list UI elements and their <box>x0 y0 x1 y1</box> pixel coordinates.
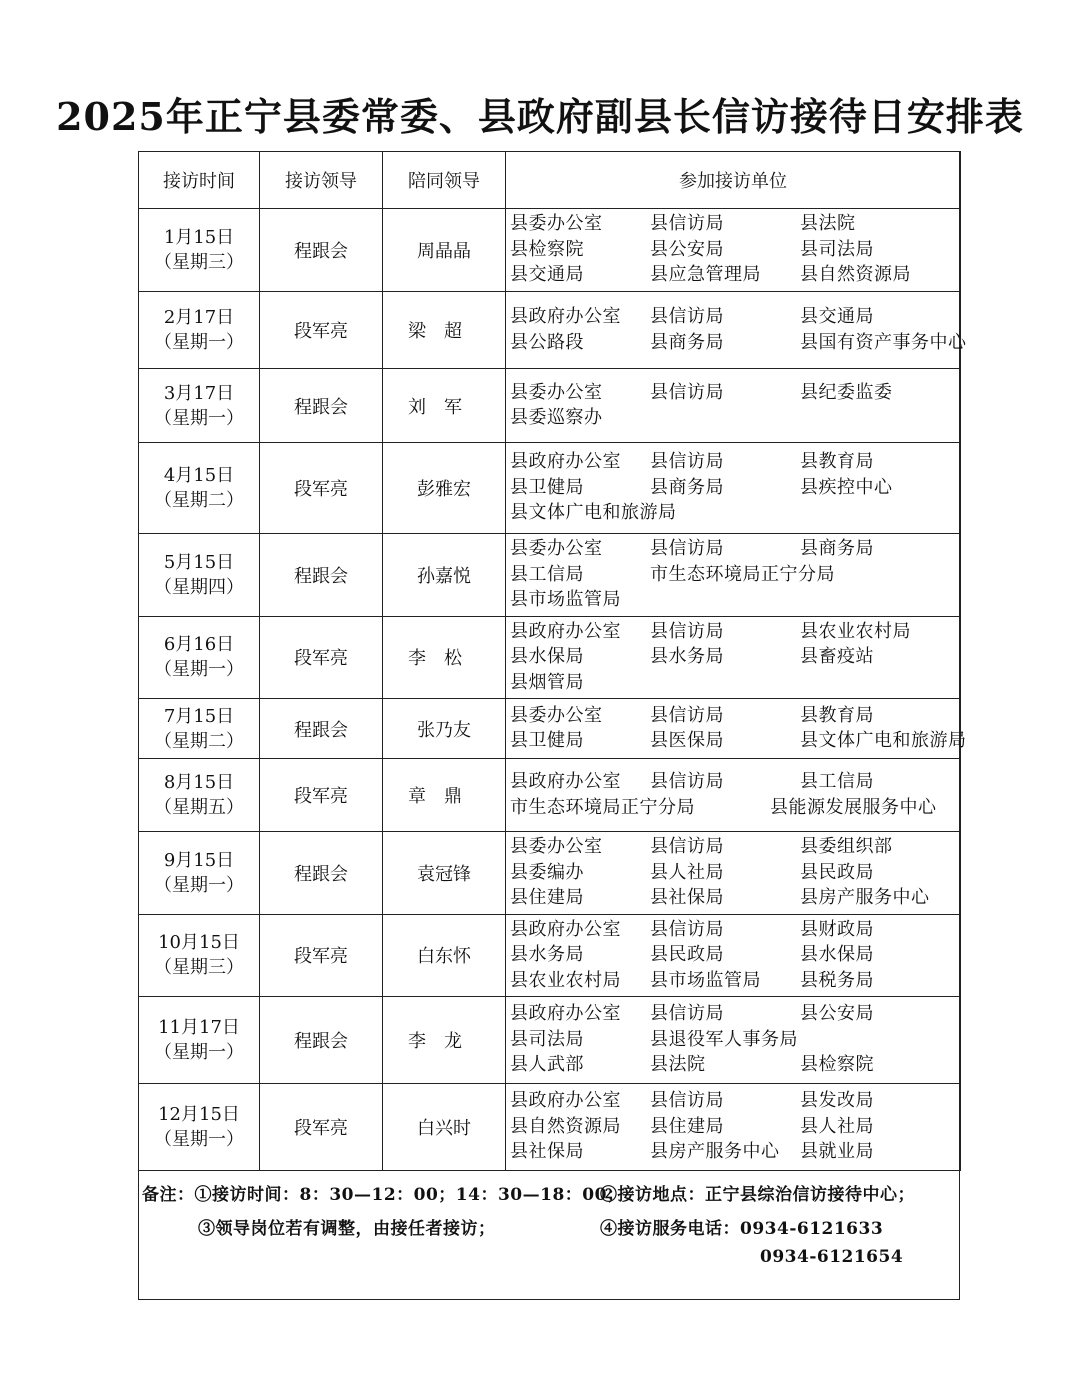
unit-name: 县政府办公室 <box>510 771 621 792</box>
date-text: 12月15日 <box>158 1104 240 1125</box>
unit-name: 县信访局 <box>650 918 724 940</box>
unit-name: 县畜疫站 <box>800 646 874 667</box>
unit-name: 县交通局 <box>510 264 584 286</box>
unit-name: 县农业农村局 <box>800 620 911 642</box>
unit-name: 县法院 <box>800 213 856 235</box>
header-units: 参加接访单位 <box>506 152 961 209</box>
unit-name: 县纪委监委 <box>800 381 893 403</box>
unit-line <box>510 475 960 501</box>
cell-units <box>506 759 961 832</box>
unit-line <box>510 860 960 886</box>
unit-line <box>510 1088 960 1114</box>
unit-line <box>510 968 960 994</box>
unit-name: 县委组织部 <box>800 836 893 857</box>
table-row <box>139 1084 961 1171</box>
unit-name: 县委办公室 <box>510 704 603 726</box>
cell-accompany: 章鼎 <box>383 759 506 832</box>
unit-name: 县商务局 <box>650 331 724 353</box>
cell-units <box>506 209 961 292</box>
unit-name: 县政府办公室 <box>510 1090 621 1112</box>
unit-name: 县政府办公室 <box>510 451 621 473</box>
cell-units <box>506 616 961 699</box>
unit-name: 县卫健局 <box>510 476 584 498</box>
unit-line <box>510 1027 960 1053</box>
unit-name: 县信访局 <box>650 213 724 235</box>
unit-name: 县教育局 <box>800 704 874 726</box>
unit-line <box>510 1001 960 1027</box>
table-header-row <box>139 152 961 209</box>
unit-line <box>510 942 960 968</box>
cell-leader: 程跟会 <box>260 832 383 915</box>
unit-line <box>510 1139 960 1165</box>
unit-name: 县自然资源局 <box>510 1115 621 1137</box>
unit-line <box>510 619 960 645</box>
unit-line <box>510 536 960 562</box>
cell-accompany: 周晶晶 <box>383 209 506 292</box>
unit-name: 县信访局 <box>650 306 724 327</box>
table-row <box>139 369 961 443</box>
unit-line <box>510 562 960 588</box>
date-text: 1月15日 <box>163 227 235 248</box>
unit-name: 县公安局 <box>800 1003 874 1025</box>
weekday-text: （星期一） <box>154 1129 244 1150</box>
unit-name: 县教育局 <box>800 451 874 473</box>
header-accompany: 陪同领导 <box>383 152 506 209</box>
date-text: 3月17日 <box>163 382 235 404</box>
cell-accompany: 刘军 <box>383 369 506 443</box>
cell-accompany: 梁超 <box>383 292 506 369</box>
unit-line <box>510 237 960 263</box>
unit-name: 县财政局 <box>800 918 874 940</box>
table-row <box>139 209 961 292</box>
unit-name: 县信访局 <box>650 836 724 857</box>
cell-leader: 段军亮 <box>260 443 383 534</box>
unit-name: 县文体广电和旅游局 <box>510 502 677 524</box>
unit-name: 县工信局 <box>510 563 584 585</box>
weekday-text: （星期一） <box>154 874 244 896</box>
weekday-text: （星期三） <box>154 957 244 979</box>
cell-date <box>139 759 260 832</box>
cell-leader: 段军亮 <box>260 292 383 369</box>
unit-line <box>510 834 960 860</box>
unit-name: 县信访局 <box>650 451 724 473</box>
unit-name: 县自然资源局 <box>800 264 911 286</box>
unit-line <box>510 885 960 911</box>
date-text: 8月15日 <box>163 772 235 793</box>
unit-name: 县信访局 <box>650 704 724 726</box>
note-phone-2: 0934-6121654 <box>760 1247 904 1267</box>
unit-name: 县税务局 <box>800 969 874 991</box>
unit-name: 县工信局 <box>800 771 874 792</box>
cell-date <box>139 616 260 699</box>
unit-name: 县水务局 <box>510 944 584 965</box>
cell-date <box>139 699 260 759</box>
unit-line <box>510 1114 960 1140</box>
unit-name: 县国有资产事务中心 <box>800 331 967 353</box>
unit-name: 县公路段 <box>510 331 584 353</box>
cell-accompany: 张乃友 <box>383 699 506 759</box>
note-adjust: ③领导岗位若有调整，由接任者接访； <box>198 1219 496 1239</box>
unit-name: 县政府办公室 <box>510 306 621 327</box>
cell-units <box>506 292 967 369</box>
schedule-table <box>138 151 967 1171</box>
cell-units <box>506 997 961 1084</box>
unit-name: 县信访局 <box>650 1003 724 1025</box>
unit-name: 县委办公室 <box>510 538 603 559</box>
cell-date <box>139 443 260 534</box>
unit-line <box>510 703 960 729</box>
unit-name: 县发改局 <box>800 1090 874 1112</box>
cell-accompany: 白东怀 <box>383 914 506 997</box>
cell-date <box>139 1084 260 1171</box>
cell-accompany: 白兴时 <box>383 1084 506 1171</box>
table-row <box>139 292 961 369</box>
cell-units <box>506 1084 961 1171</box>
weekday-text: （星期一） <box>154 1042 244 1063</box>
cell-units <box>506 699 967 759</box>
cell-units <box>506 832 961 915</box>
cell-units <box>506 443 961 534</box>
unit-name: 县民政局 <box>650 944 724 965</box>
unit-name: 县民政局 <box>800 861 874 883</box>
date-text: 7月15日 <box>163 705 235 727</box>
weekday-text: （星期二） <box>154 490 244 511</box>
unit-name: 市生态环境局正宁分局 <box>650 563 835 585</box>
cell-leader: 段军亮 <box>260 1084 383 1171</box>
unit-line <box>510 670 960 696</box>
weekday-text: （星期五） <box>154 797 244 818</box>
unit-name: 县委巡察办 <box>510 407 603 428</box>
unit-name: 县检察院 <box>800 1054 874 1076</box>
unit-name: 县委办公室 <box>510 381 603 403</box>
unit-name: 县水务局 <box>650 646 724 667</box>
unit-name: 县能源发展服务中心 <box>770 796 937 818</box>
cell-leader: 程跟会 <box>260 209 383 292</box>
unit-name: 市生态环境局正宁分局 <box>510 796 695 818</box>
unit-name: 县政府办公室 <box>510 620 621 642</box>
cell-date <box>139 914 260 997</box>
unit-line <box>510 644 960 670</box>
unit-name: 县委编办 <box>510 861 584 883</box>
unit-name: 县信访局 <box>650 381 724 403</box>
date-text: 2月17日 <box>163 307 235 328</box>
unit-line <box>510 405 960 431</box>
unit-name: 县卫健局 <box>510 730 584 751</box>
unit-name: 县文体广电和旅游局 <box>800 730 967 751</box>
unit-name: 县司法局 <box>510 1028 584 1050</box>
weekday-text: （星期四） <box>154 576 244 598</box>
cell-date <box>139 997 260 1084</box>
cell-units <box>506 914 961 997</box>
unit-name: 县烟管局 <box>510 671 584 693</box>
unit-name: 县人社局 <box>800 1115 874 1137</box>
date-text: 6月16日 <box>163 634 235 656</box>
unit-line <box>510 769 960 795</box>
date-text: 10月15日 <box>158 932 240 954</box>
cell-accompany: 李龙 <box>383 997 506 1084</box>
unit-name: 县司法局 <box>800 238 874 260</box>
cell-accompany: 李松 <box>383 616 506 699</box>
header-time: 接访时间 <box>139 152 260 209</box>
unit-name: 县社保局 <box>510 1141 584 1163</box>
cell-date <box>139 534 260 617</box>
cell-date <box>139 209 260 292</box>
date-text: 4月15日 <box>163 465 235 486</box>
cell-leader: 程跟会 <box>260 699 383 759</box>
unit-name: 县政府办公室 <box>510 1003 621 1025</box>
unit-line <box>510 587 960 613</box>
unit-name: 县信访局 <box>650 771 724 792</box>
unit-name: 县农业农村局 <box>510 969 621 991</box>
page-title: 2025年正宁县委常委、县政府副县长信访接待日安排表 <box>56 94 1024 139</box>
cell-date <box>139 369 260 443</box>
unit-name: 县人社局 <box>650 861 724 883</box>
cell-leader: 段军亮 <box>260 759 383 832</box>
cell-units <box>506 369 961 443</box>
table-row <box>139 443 961 534</box>
note-place: ②接访地点：正宁县综治信访接待中心； <box>600 1185 915 1205</box>
unit-line <box>510 917 960 943</box>
date-text: 9月15日 <box>163 849 235 871</box>
unit-name: 县社保局 <box>650 887 724 908</box>
cell-leader: 程跟会 <box>260 534 383 617</box>
cell-accompany: 袁冠锋 <box>383 832 506 915</box>
unit-name: 县检察院 <box>510 238 584 260</box>
weekday-text: （星期三） <box>154 252 244 273</box>
unit-name: 县人武部 <box>510 1054 584 1076</box>
unit-name: 县房产服务中心 <box>650 1141 780 1163</box>
unit-line <box>510 1052 960 1078</box>
table-row <box>139 534 961 617</box>
cell-date <box>139 832 260 915</box>
unit-line <box>510 304 960 330</box>
cell-leader: 程跟会 <box>260 997 383 1084</box>
unit-name: 县信访局 <box>650 538 724 559</box>
unit-line <box>510 500 960 526</box>
unit-line <box>510 795 960 821</box>
cell-leader: 段军亮 <box>260 616 383 699</box>
unit-name: 县市场监管局 <box>650 969 761 991</box>
unit-name: 县就业局 <box>800 1141 874 1163</box>
date-text: 5月15日 <box>163 551 235 573</box>
table-row <box>139 914 961 997</box>
cell-accompany: 彭雅宏 <box>383 443 506 534</box>
date-text: 11月17日 <box>158 1017 240 1038</box>
unit-name: 县市场监管局 <box>510 589 621 610</box>
unit-name: 县住建局 <box>650 1115 724 1137</box>
unit-name: 县水保局 <box>800 944 874 965</box>
unit-name: 县信访局 <box>650 620 724 642</box>
table-row <box>139 832 961 915</box>
table-body <box>139 209 967 1171</box>
unit-name: 县退役军人事务局 <box>650 1028 798 1050</box>
unit-name: 县疾控中心 <box>800 476 893 498</box>
unit-name: 县应急管理局 <box>650 264 761 286</box>
unit-line <box>510 380 960 406</box>
cell-accompany: 孙嘉悦 <box>383 534 506 617</box>
weekday-text: （星期一） <box>154 407 244 429</box>
unit-line <box>510 262 960 288</box>
unit-name: 县法院 <box>650 1054 706 1076</box>
note-phone: ④接访服务电话：0934-6121633 <box>600 1219 884 1239</box>
table-row <box>139 997 961 1084</box>
table-row <box>139 759 961 832</box>
unit-name: 县信访局 <box>650 1090 724 1112</box>
unit-name: 县公安局 <box>650 238 724 260</box>
note-time: 备注：①接访时间：8：30—12：00；14：30—18：00； <box>142 1185 625 1205</box>
unit-name: 县交通局 <box>800 306 874 327</box>
unit-line <box>510 449 960 475</box>
cell-leader: 程跟会 <box>260 369 383 443</box>
weekday-text: （星期一） <box>154 659 244 681</box>
unit-line <box>510 211 960 237</box>
table-row <box>139 616 961 699</box>
table-row <box>139 699 961 759</box>
weekday-text: （星期二） <box>154 730 244 752</box>
unit-name: 县商务局 <box>650 476 724 498</box>
unit-name: 县政府办公室 <box>510 918 621 940</box>
unit-name: 县水保局 <box>510 646 584 667</box>
cell-units <box>506 534 961 617</box>
unit-name: 县房产服务中心 <box>800 887 930 908</box>
unit-name: 县委办公室 <box>510 836 603 857</box>
unit-name: 县商务局 <box>800 538 874 559</box>
unit-name: 县委办公室 <box>510 213 603 235</box>
header-leader: 接访领导 <box>260 152 383 209</box>
unit-name: 县住建局 <box>510 887 584 908</box>
unit-name: 县医保局 <box>650 730 724 751</box>
cell-date <box>139 292 260 369</box>
unit-line <box>510 330 967 356</box>
unit-line <box>510 728 967 754</box>
cell-leader: 段军亮 <box>260 914 383 997</box>
weekday-text: （星期一） <box>154 332 244 353</box>
